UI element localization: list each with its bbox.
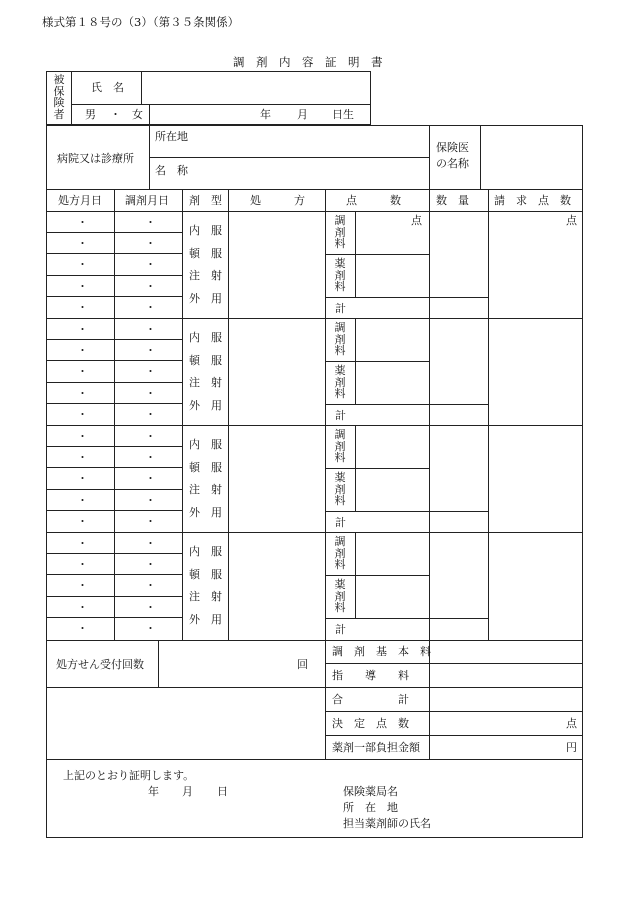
rx-date-dot[interactable]: ・ [77, 451, 88, 464]
form-internal: 内 服 [189, 438, 222, 451]
form-internal: 内 服 [189, 545, 222, 558]
copay-unit: 円 [566, 741, 577, 754]
rx-date-dot[interactable]: ・ [77, 365, 88, 378]
rx-date-dot[interactable]: ・ [77, 344, 88, 357]
header-points: 点 数 [346, 194, 401, 207]
total-label: 合 計 [332, 693, 409, 706]
sex-separator: ・ [110, 108, 121, 121]
points-unit: 点 [411, 214, 422, 227]
rx-date-dot[interactable]: ・ [77, 537, 88, 550]
decided-points-unit: 点 [566, 717, 577, 730]
form-external: 外 用 [189, 613, 222, 626]
form-injection: 注 射 [189, 483, 222, 496]
dob-year-label: 年 [260, 108, 271, 121]
rx-date-dot[interactable]: ・ [77, 558, 88, 571]
name-label: 氏 名 [91, 81, 124, 94]
disp-date-dot[interactable]: ・ [145, 408, 156, 421]
rx-date-dot[interactable]: ・ [77, 258, 88, 271]
pharmacist-name-label: 担当薬剤師の氏名 [343, 817, 431, 830]
rx-date-dot[interactable]: ・ [77, 323, 88, 336]
decided-points-label: 決 定 点 数 [332, 717, 409, 730]
subtotal-label: 計 [335, 409, 346, 422]
form-asneeded: 頓 服 [189, 568, 222, 581]
header-quantity: 数 量 [436, 194, 469, 207]
disp-date-dot[interactable]: ・ [145, 430, 156, 443]
disp-date-dot[interactable]: ・ [145, 579, 156, 592]
visits-unit: 回 [297, 658, 308, 671]
rx-date-dot[interactable]: ・ [77, 387, 88, 400]
rx-date-dot[interactable]: ・ [77, 301, 88, 314]
certification-statement: 上記のとおり証明します。 [63, 769, 195, 782]
subtotal-label: 計 [335, 623, 346, 636]
basic-fee-label: 調 剤 基 本 料 [332, 645, 431, 658]
form-injection: 注 射 [189, 590, 222, 603]
doctor-label-line1: 保険医 [436, 141, 469, 154]
disp-date-dot[interactable]: ・ [145, 451, 156, 464]
rx-date-dot[interactable]: ・ [77, 430, 88, 443]
disp-date-dot[interactable]: ・ [145, 387, 156, 400]
form-number: 様式第１８号の（3）（第３５条関係） [42, 15, 240, 29]
subtotal-label: 計 [335, 302, 346, 315]
form-asneeded: 頓 服 [189, 461, 222, 474]
header-dispense-date: 調剤月日 [125, 194, 169, 207]
form-external: 外 用 [189, 506, 222, 519]
form-asneeded: 頓 服 [189, 354, 222, 367]
form-injection: 注 射 [189, 376, 222, 389]
cert-year-label: 年 [148, 785, 159, 798]
header-prescription: 処 方 [250, 194, 305, 207]
disp-date-dot[interactable]: ・ [145, 280, 156, 293]
disp-date-dot[interactable]: ・ [145, 558, 156, 571]
form-internal: 内 服 [189, 331, 222, 344]
pharmacy-address-label: 所 在 地 [343, 801, 398, 814]
document-title: 調 剤 内 容 証 明 書 [233, 55, 383, 69]
disp-date-dot[interactable]: ・ [145, 365, 156, 378]
rx-date-dot[interactable]: ・ [77, 408, 88, 421]
insured-label: 被 保 険 者 [53, 73, 65, 121]
rx-date-dot[interactable]: ・ [77, 515, 88, 528]
dispensing-fee-label: 調 剤 料 [334, 535, 346, 572]
disp-date-dot[interactable]: ・ [145, 622, 156, 635]
sex-female[interactable]: 女 [132, 108, 143, 121]
claim-points-unit: 点 [566, 214, 577, 227]
disp-date-dot[interactable]: ・ [145, 494, 156, 507]
dob-month-label: 月 [297, 108, 308, 121]
dob-day-label: 日生 [332, 108, 354, 121]
header-rx-date: 処方月日 [58, 194, 102, 207]
form-external: 外 用 [189, 399, 222, 412]
form-internal: 内 服 [189, 224, 222, 237]
rx-date-dot[interactable]: ・ [77, 494, 88, 507]
cert-month-label: 月 [182, 785, 193, 798]
disp-date-dot[interactable]: ・ [145, 216, 156, 229]
pharmacy-name-label: 保険薬局名 [343, 785, 398, 798]
clinic-name-label: 名 称 [155, 164, 188, 177]
dispensing-fee-label: 調 剤 料 [334, 428, 346, 465]
disp-date-dot[interactable]: ・ [145, 344, 156, 357]
disp-date-dot[interactable]: ・ [145, 515, 156, 528]
drug-fee-label: 薬 剤 料 [334, 257, 346, 294]
form-injection: 注 射 [189, 269, 222, 282]
rx-date-dot[interactable]: ・ [77, 622, 88, 635]
rx-date-dot[interactable]: ・ [77, 579, 88, 592]
disp-date-dot[interactable]: ・ [145, 601, 156, 614]
clinic-label: 病院又は診療所 [57, 152, 134, 165]
sex-male[interactable]: 男 [85, 108, 96, 121]
rx-date-dot[interactable]: ・ [77, 472, 88, 485]
clinic-address-label: 所在地 [155, 130, 188, 143]
header-claim-points: 請 求 点 数 [494, 194, 571, 207]
rx-date-dot[interactable]: ・ [77, 216, 88, 229]
subtotal-label: 計 [335, 516, 346, 529]
copay-label: 薬剤一部負担金額 [332, 741, 420, 754]
rx-date-dot[interactable]: ・ [77, 237, 88, 250]
rx-date-dot[interactable]: ・ [77, 280, 88, 293]
name-field[interactable] [142, 72, 370, 103]
disp-date-dot[interactable]: ・ [145, 237, 156, 250]
form-external: 外 用 [189, 292, 222, 305]
dispensing-fee-label: 調 剤 料 [334, 321, 346, 358]
cert-day-label: 日 [217, 785, 228, 798]
dispensing-fee-label: 調 剤 料 [334, 214, 346, 251]
disp-date-dot[interactable]: ・ [145, 472, 156, 485]
disp-date-dot[interactable]: ・ [145, 258, 156, 271]
guidance-fee-label: 指 導 料 [332, 669, 409, 682]
header-form: 剤 型 [189, 194, 222, 207]
rx-date-dot[interactable]: ・ [77, 601, 88, 614]
disp-date-dot[interactable]: ・ [145, 301, 156, 314]
disp-date-dot[interactable]: ・ [145, 537, 156, 550]
drug-fee-label: 薬 剤 料 [334, 364, 346, 401]
drug-fee-label: 薬 剤 料 [334, 471, 346, 508]
drug-fee-label: 薬 剤 料 [334, 578, 346, 615]
form-asneeded: 頓 服 [189, 247, 222, 260]
disp-date-dot[interactable]: ・ [145, 323, 156, 336]
visits-label: 処方せん受付回数 [56, 658, 144, 671]
doctor-label-line2: の名称 [436, 157, 469, 170]
